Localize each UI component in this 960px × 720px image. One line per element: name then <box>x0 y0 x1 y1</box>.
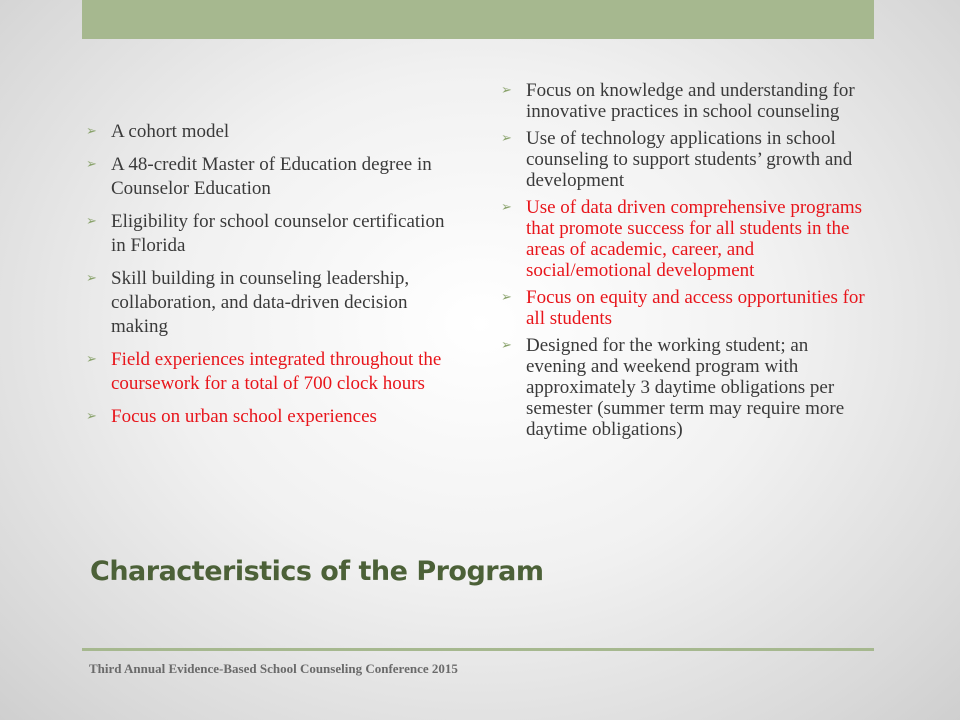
list-item-text: Eligibility for school counselor certification in Florida <box>111 211 445 256</box>
list-item-text: Focus on equity and access opportunities for all students <box>526 287 865 329</box>
list-item <box>501 335 873 440</box>
list-item <box>501 287 873 329</box>
arrow-bullet-icon: ➢ <box>86 214 97 229</box>
list-item-text: Use of data driven comprehensive programs that promote success for all students in the areas of academic, career, and social/emotional development <box>526 197 863 281</box>
list-item-text: Focus on knowledge and understanding for innovative practices in school counseling <box>526 80 855 122</box>
list-item-text: Skill building in counseling leadership, collaboration, and data-driven decision making <box>111 268 410 337</box>
list-item-text: Designed for the working student; an evening and weekend program with approximately 3 daytime obligations per semester (summer term may require more daytime obligations) <box>526 335 845 440</box>
arrow-bullet-icon: ➢ <box>501 131 512 146</box>
arrow-bullet-icon: ➢ <box>501 83 512 98</box>
top-accent-band <box>82 0 874 39</box>
list-item <box>501 128 873 191</box>
list-item <box>86 267 458 339</box>
list-item <box>86 348 458 396</box>
right-bullet-list <box>501 80 873 446</box>
list-item-text: Use of technology applications in school counseling to support students’ growth and development <box>526 128 853 191</box>
list-item-text: Field experiences integrated throughout the coursework for a total of 700 clock hours <box>111 349 442 394</box>
arrow-bullet-icon: ➢ <box>501 290 512 305</box>
arrow-bullet-icon: ➢ <box>501 338 512 353</box>
list-item-text: A 48-credit Master of Education degree in Counselor Education <box>111 154 432 199</box>
arrow-bullet-icon: ➢ <box>86 271 97 286</box>
footer-divider <box>82 648 874 651</box>
list-item-text: A cohort model <box>111 121 230 142</box>
list-item <box>86 120 458 144</box>
list-item <box>86 405 458 429</box>
left-bullet-list <box>86 120 458 438</box>
list-item-text: Focus on urban school experiences <box>111 406 377 427</box>
arrow-bullet-icon: ➢ <box>86 409 97 424</box>
list-item <box>501 80 873 122</box>
arrow-bullet-icon: ➢ <box>86 352 97 367</box>
arrow-bullet-icon: ➢ <box>86 124 97 139</box>
arrow-bullet-icon: ➢ <box>501 200 512 215</box>
list-item <box>86 153 458 201</box>
slide-title: Characteristics of the Program <box>90 556 544 587</box>
list-item <box>501 197 873 281</box>
list-item <box>86 210 458 258</box>
arrow-bullet-icon: ➢ <box>86 157 97 172</box>
footer-text: Third Annual Evidence-Based School Counseling Conference 2015 <box>89 661 458 676</box>
